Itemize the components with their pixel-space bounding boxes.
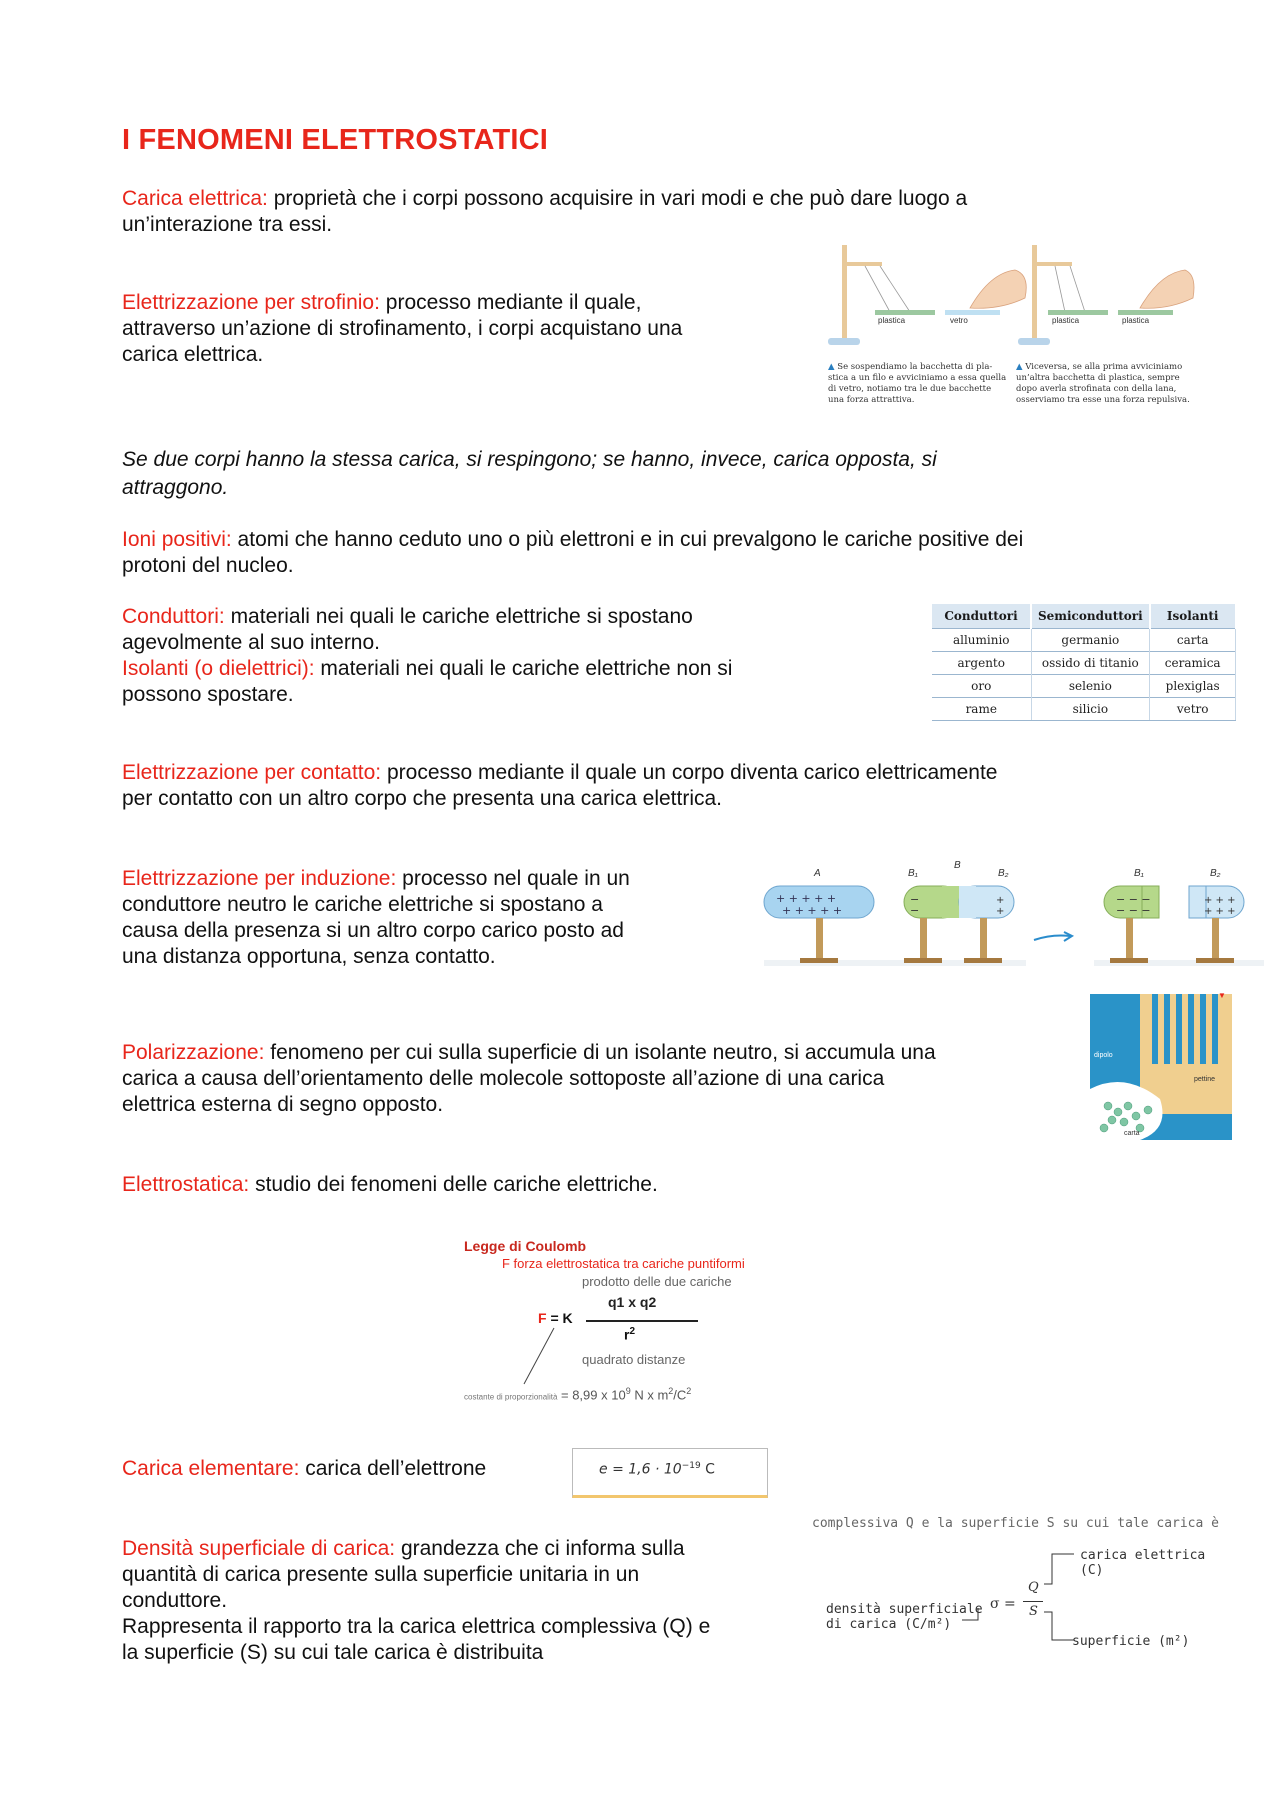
k-units-exp2: 2: [686, 1386, 692, 1396]
def-strofinio-2: attraverso un’azione di strofinamento, i corpi acquistano una: [122, 317, 683, 340]
term-elementare: Carica elementare:: [122, 1457, 300, 1480]
caption-left-2: stica a un filo e avviciniamo a essa quella: [828, 373, 1007, 383]
table-header: Isolanti: [1150, 604, 1236, 629]
term-elettrostatica: Elettrostatica:: [122, 1173, 250, 1196]
def-strofinio-3: carica elettrica.: [122, 343, 264, 366]
def-elementare: carica dell’elettrone: [299, 1457, 487, 1480]
def-induzione-4: una distanza opportuna, senza contatto.: [122, 945, 496, 968]
def-densita-2: quantità di carica presente sulla superficie unitaria in un: [122, 1563, 640, 1586]
label-carta: carta: [1124, 1130, 1140, 1137]
svg-text:+ + +: + + +: [1204, 906, 1236, 917]
eq-lhs: e = 1,6 · 10: [599, 1461, 682, 1478]
strofinio-illustration: [820, 240, 1200, 350]
def-strofinio-1: processo mediante il quale,: [379, 291, 642, 314]
table-cell: germanio: [1031, 629, 1150, 652]
term-ioni: Ioni positivi:: [122, 528, 232, 551]
svg-text:− − −: − − −: [1116, 893, 1151, 906]
section-densita: [122, 1536, 812, 1666]
term-contatto: Elettrizzazione per contatto:: [122, 761, 382, 784]
table-cell: plexiglas: [1150, 675, 1236, 698]
def-conduttori-2: agevolmente al suo interno.: [122, 631, 380, 654]
label-plastica-right-2: plastica: [1122, 316, 1150, 325]
def-contatto-1: processo mediante il quale un corpo diventa carico elettricamente: [381, 761, 998, 784]
svg-text:+: +: [996, 895, 1005, 906]
table-cell: argento: [932, 652, 1031, 675]
den-exp: 2: [629, 1326, 636, 1337]
sigma-label-1: densità superficiale: [826, 1602, 983, 1617]
def-polarizzazione-2: carica a causa dell’orientamento delle molecole sottoposte all’azione di una carica: [122, 1067, 885, 1090]
k-exp: 9: [625, 1386, 631, 1396]
def-induzione-3: causa della presenza si un altro corpo carico posto ad: [122, 919, 624, 942]
label-dipolo: dipolo: [1094, 1052, 1113, 1059]
svg-text:+ + + + +: + + + + +: [782, 904, 843, 917]
def-carica-1: proprietà che i corpi possono acquisire in vari modi e che può dare luogo a: [267, 187, 968, 210]
note-charges: [122, 446, 1122, 502]
term-isolanti: Isolanti (o dielettrici):: [122, 657, 315, 680]
def-contatto-2: per contatto con un altro corpo che presenta una carica elettrica.: [122, 787, 723, 810]
density-sigma-label: [826, 1602, 983, 1632]
svg-text:▼: ▼: [1218, 991, 1226, 1000]
density-top-clip: [812, 1516, 1232, 1536]
def-polarizzazione-1: fenomeno per cui sulla superficie di un isolante neutro, si accumula una: [264, 1041, 936, 1064]
caption-right-1: Viceversa, se alla prima avviciniamo: [1025, 362, 1183, 372]
eq-exp: −19: [681, 1461, 701, 1471]
density-num: Q: [1028, 1580, 1039, 1595]
section-elementare: [122, 1456, 486, 1482]
def-carica-2: un’interazione tra essi.: [122, 213, 333, 236]
table-cell: ossido di titanio: [1031, 652, 1150, 675]
label-B1-sep: B₁: [1134, 868, 1144, 879]
section-contatto: [122, 760, 1222, 812]
induzione-illustration: [764, 856, 1264, 978]
page-title: I FENOMENI ELETTROSTATICI: [122, 124, 549, 156]
caption-right-3: dopo averla strofinata con della lana,: [1016, 384, 1177, 394]
caption-strofinio-left: [828, 362, 1008, 406]
density-sigma: σ =: [990, 1596, 1016, 1612]
sigma-label-2: di carica (C/m²): [826, 1617, 952, 1632]
k-value: = 8,99 x 10: [557, 1387, 626, 1403]
def-conduttori-1: materiali nei quali le cariche elettriche si spostano: [224, 605, 693, 628]
section-elettrostatica: [122, 1172, 1022, 1198]
caption-right-4: osserviamo tra esse una forza repulsiva.: [1016, 395, 1190, 405]
coulomb-title: Legge di Coulomb: [464, 1238, 587, 1254]
table-header: Semiconduttori: [1031, 604, 1150, 629]
term-induzione: Elettrizzazione per induzione:: [122, 867, 397, 890]
figure-induzione: [764, 856, 1264, 978]
label-plastica-right-1: plastica: [1052, 316, 1080, 325]
caption-left-3: di vetro, notiamo tra le due bacchette: [828, 384, 992, 394]
coulomb-lhs: [538, 1310, 573, 1326]
k-units: N x m: [630, 1387, 669, 1403]
def-ioni-1: atomi che hanno ceduto uno o più elettroni e in cui prevalgono le cariche positive dei: [231, 528, 1024, 551]
triangle-icon: ▲: [828, 362, 838, 372]
def-densita-4: Rappresenta il rapporto tra la carica elettrica complessiva (Q) e: [122, 1615, 711, 1638]
coulomb-F: F: [538, 1310, 547, 1326]
density-num-label: carica elettrica (C): [1080, 1548, 1206, 1578]
coulomb-k-value: [464, 1386, 691, 1402]
coulomb-k: = K: [546, 1310, 573, 1326]
note-line-2: attraggono.: [122, 476, 229, 499]
def-isolanti-2: possono spostare.: [122, 683, 294, 706]
k-units-mid: /C: [673, 1387, 687, 1403]
def-densita-1: grandezza che ci informa sulla: [395, 1537, 685, 1560]
label-B2-sep: B₂: [1210, 868, 1221, 879]
table-cell: alluminio: [932, 629, 1031, 652]
table-cell: carta: [1150, 629, 1236, 652]
table-row: [932, 652, 1236, 675]
table-row: [932, 629, 1236, 652]
triangle-icon: ▲: [1016, 362, 1026, 372]
section-conduttori: [122, 604, 842, 708]
svg-text:−: −: [910, 893, 920, 906]
caption-right-2: un’altra bacchetta di plastica, sempre: [1016, 373, 1180, 383]
table-cell: ceramica: [1150, 652, 1236, 675]
figure-strofinio: [820, 240, 1200, 415]
term-conduttori: Conduttori:: [122, 605, 225, 628]
density-den: S: [1029, 1604, 1038, 1619]
fraction-bar: [586, 1320, 698, 1322]
svg-text:+ + +: + + +: [1204, 895, 1236, 906]
svg-text:+ + + + +: + + + + +: [776, 892, 837, 905]
def-induzione-1: processo nel quale in un: [396, 867, 630, 890]
eq-unit: C: [700, 1461, 715, 1478]
label-vetro-left: vetro: [950, 316, 968, 325]
def-elettrostatica: studio dei fenomeni delle cariche elettriche.: [249, 1173, 658, 1196]
coulomb-den-desc: quadrato distanze: [582, 1352, 686, 1367]
k-desc: costante di proporzionalità: [464, 1392, 558, 1402]
label-A: A: [814, 868, 821, 879]
materials-table: [932, 604, 1237, 721]
comb-illustration: [1090, 991, 1232, 1140]
table-cell: silicio: [1031, 698, 1150, 721]
section-polarizzazione: [122, 1040, 1082, 1118]
table-row: [932, 698, 1236, 721]
section-strofinio: [122, 290, 802, 368]
table-row: [932, 675, 1236, 698]
table-header: Conduttori: [932, 604, 1031, 629]
elementary-charge-box: [572, 1448, 768, 1498]
table-cell: oro: [932, 675, 1031, 698]
label-plastica-left: plastica: [878, 316, 906, 325]
den-base: r: [624, 1326, 630, 1343]
k-units-exp1: 2: [668, 1386, 674, 1396]
label-B: B: [954, 860, 961, 871]
def-ioni-2: protoni del nucleo.: [122, 554, 294, 577]
figure-polarizzazione: [1090, 991, 1232, 1140]
coulomb-prod-desc: prodotto delle due cariche: [582, 1274, 732, 1289]
label-B2: B₂: [998, 868, 1009, 879]
caption-left-4: una forza attrattiva.: [828, 395, 915, 405]
density-top-cut: complessiva Q e la superficie S su cui tale carica è: [812, 1516, 1219, 1531]
coulomb-pointer: [520, 1326, 560, 1386]
def-polarizzazione-3: elettrica esterna di segno opposto.: [122, 1093, 444, 1116]
svg-text:−: −: [910, 904, 920, 917]
def-induzione-2: conduttore neutro le cariche elettriche si spostano a: [122, 893, 603, 916]
table-cell: selenio: [1031, 675, 1150, 698]
def-densita-5: la superficie (S) su cui tale carica è distribuita: [122, 1641, 544, 1664]
caption-strofinio-right: [1016, 362, 1200, 406]
density-den-label: superficie (m²): [1072, 1634, 1190, 1649]
elementary-charge-eq: [599, 1461, 715, 1478]
caption-left-1: Se sospendiamo la bacchetta di pla-: [837, 362, 993, 372]
svg-text:− − −: − − −: [1116, 904, 1151, 917]
def-isolanti-1: materiali nei quali le cariche elettriche non si: [314, 657, 733, 680]
density-figure: [812, 1516, 1232, 1664]
note-line-1: Se due corpi hanno la stessa carica, si respingono; se hanno, invece, carica opposta, si: [122, 448, 937, 471]
coulomb-figure: [460, 1238, 820, 1408]
table-cell: rame: [932, 698, 1031, 721]
term-carica: Carica elettrica:: [122, 187, 268, 210]
term-densita: Densità superficiale di carica:: [122, 1537, 396, 1560]
table-cell: vetro: [1150, 698, 1236, 721]
section-carica: [122, 186, 1122, 238]
coulomb-numerator: q1 x q2: [608, 1294, 657, 1310]
term-polarizzazione: Polarizzazione:: [122, 1041, 265, 1064]
svg-text:+: +: [996, 906, 1005, 917]
section-ioni: [122, 527, 1222, 579]
def-densita-3: conduttore.: [122, 1589, 228, 1612]
coulomb-denominator: [624, 1326, 635, 1343]
section-induzione: [122, 866, 762, 970]
label-B1: B₁: [908, 868, 918, 879]
term-strofinio: Elettrizzazione per strofinio:: [122, 291, 380, 314]
coulomb-f-desc: F forza elettrostatica tra cariche puntiformi: [502, 1256, 745, 1271]
label-pettine: pettine: [1194, 1076, 1216, 1083]
density-connectors: [962, 1544, 1082, 1654]
